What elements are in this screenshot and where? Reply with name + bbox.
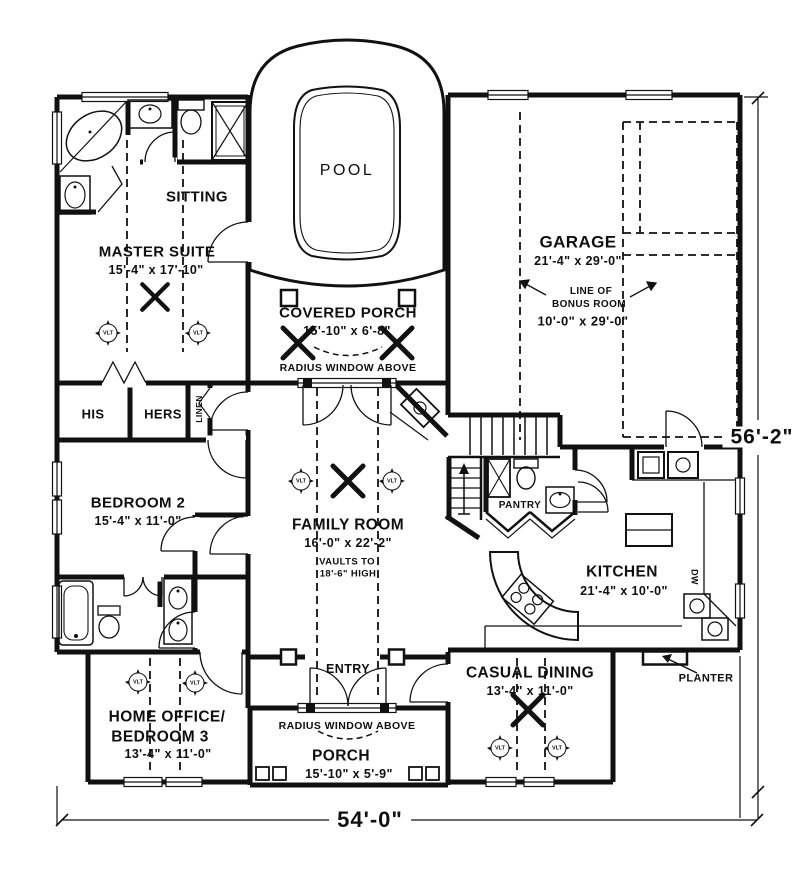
fireplace	[390, 389, 439, 440]
family-room-vault-note1: VAULTS TO	[319, 556, 375, 568]
ceiling-fan-icons	[142, 284, 543, 725]
vlt-marker	[125, 669, 151, 695]
covered-porch-label: COVERED PORCH	[279, 304, 417, 322]
vlt-text: VLT	[548, 739, 567, 758]
laundry-appliances	[638, 452, 698, 478]
overall-height-dimension: 56'-2"	[723, 427, 800, 448]
master-suite-size: 15'-4" x 17'-10"	[108, 262, 204, 277]
vlt-marker	[487, 735, 513, 761]
kitchen-size: 21'-4" x 10'-0"	[580, 583, 668, 598]
radius-window-top-label: RADIUS WINDOW ABOVE	[279, 361, 417, 374]
bedroom2-size: 15'-4" x 11'-0"	[94, 513, 182, 528]
master-suite-label: MASTER SUITE	[98, 243, 216, 261]
covered-porch-size: 15'-10" x 6'-8"	[303, 323, 391, 338]
dishwasher-label: DW	[689, 569, 700, 585]
vlt-text: VLT	[186, 674, 205, 693]
porch-size: 15'-10" x 5'-9"	[305, 766, 393, 781]
vlt-marker	[95, 320, 121, 346]
casual-dining-size: 13'-4" x 11'-0"	[486, 683, 574, 698]
vlt-text: VLT	[129, 673, 148, 692]
overall-width-dimension: 54'-0"	[329, 809, 411, 831]
linen-closet-label: LINEN	[193, 395, 204, 423]
garage-size: 21'-4" x 29'-0"	[534, 253, 622, 268]
radius-window-bottom-label: RADIUS WINDOW ABOVE	[278, 719, 416, 732]
vlt-text: VLT	[189, 324, 208, 343]
bonus-room-label: BONUS ROOM	[552, 299, 626, 310]
vlt-marker	[185, 320, 211, 346]
pantry-label: PANTRY	[498, 500, 542, 511]
vlt-text: VLT	[491, 739, 510, 758]
his-closet-label: HIS	[81, 406, 105, 422]
family-room-size: 16'-0" x 22'-2"	[304, 535, 392, 550]
home-office-label-line1: HOME OFFICE/	[108, 708, 226, 726]
vlt-text: VLT	[99, 324, 118, 343]
family-room-label: FAMILY ROOM	[291, 516, 405, 534]
vlt-marker	[182, 670, 208, 696]
casual-dining-label: CASUAL DINING	[465, 664, 595, 682]
pool-label: POOL	[319, 162, 375, 179]
sitting-label: SITTING	[166, 188, 228, 206]
powder-room-fixtures	[486, 459, 575, 538]
porch-label: PORCH	[312, 747, 370, 765]
kitchen-label: KITCHEN	[586, 563, 658, 581]
hall-bath-fixtures	[59, 578, 192, 645]
vlt-text: VLT	[292, 472, 311, 491]
vlt-marker	[544, 735, 570, 761]
bedroom2-label: BEDROOM 2	[90, 494, 186, 512]
garage-label: GARAGE	[539, 232, 617, 252]
vlt-marker	[379, 468, 405, 494]
entry-label: ENTRY	[326, 661, 370, 676]
walls	[57, 95, 740, 785]
bonus-room-size: 10'-0" x 29'-0"	[537, 313, 629, 329]
planter-label: PLANTER	[678, 672, 734, 685]
home-office-size: 13'-4" x 11'-0"	[124, 746, 212, 761]
vlt-text: VLT	[383, 472, 402, 491]
family-room-vault-note2: 18'-6" HIGH	[319, 568, 377, 580]
hers-closet-label: HERS	[144, 406, 182, 422]
line-of-label: LINE OF	[569, 286, 613, 297]
home-office-label-line2: BEDROOM 3	[111, 728, 209, 746]
planter-box	[643, 652, 697, 674]
vlt-marker	[288, 468, 314, 494]
